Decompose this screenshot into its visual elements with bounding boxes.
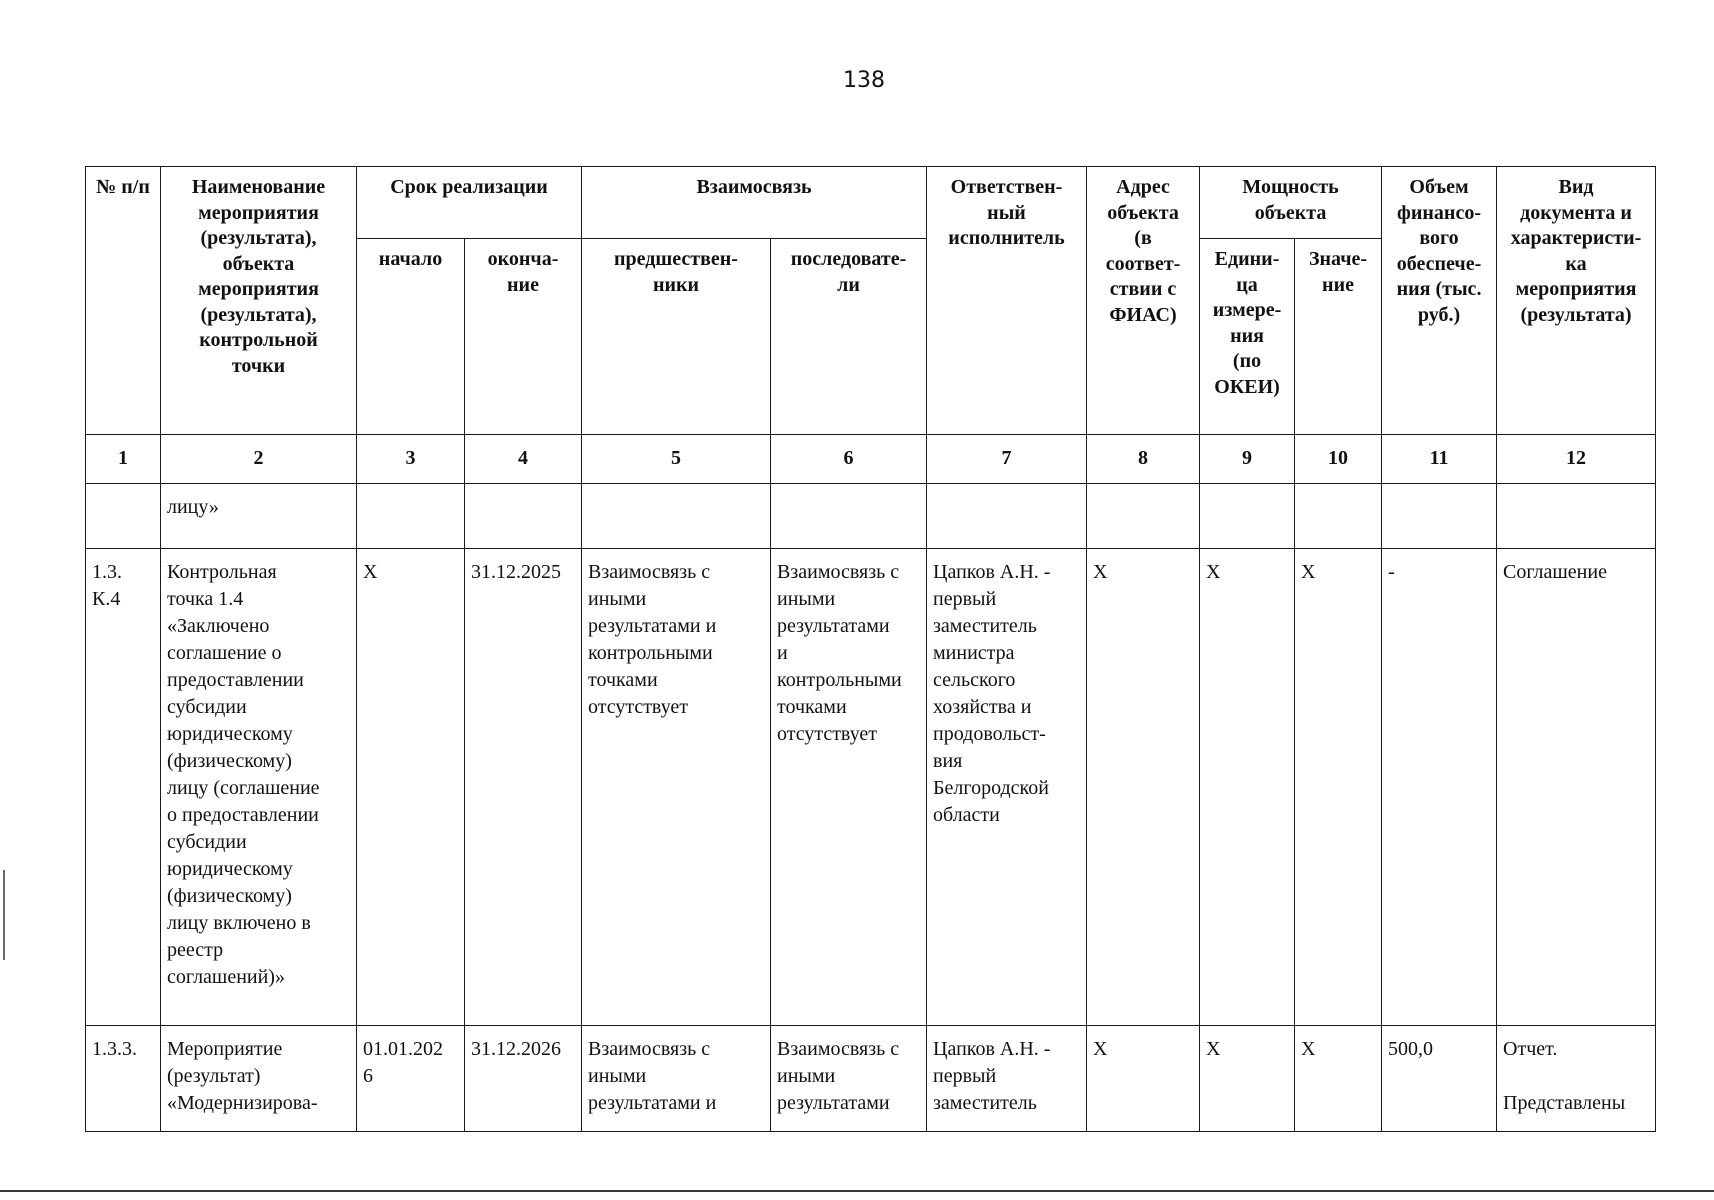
header-predecessors: предшествен- ники xyxy=(582,239,771,435)
cell-start: 01.01.202 6 xyxy=(357,1026,465,1132)
cell-end xyxy=(465,484,582,549)
column-number: 1 xyxy=(86,435,161,484)
cell-responsible: Цапков А.Н. - первый заместитель xyxy=(927,1026,1087,1132)
cell-number: 1.3.3. xyxy=(86,1026,161,1132)
cell-name: Контрольная точка 1.4 «Заключено соглашение о предоставлении субсидии юридическому (физическому) лицу (соглашение о предоставлении субсидии юридическому (физическому) лицу включено в реестр соглашений)» xyxy=(161,549,357,1026)
cell-responsible: Цапков А.Н. - первый заместитель министра сельского хозяйства и продовольст- вия Белгородской области xyxy=(927,549,1087,1026)
scan-margin-mark xyxy=(3,870,5,960)
header-document-type: Вид документа и характеристи- ка мероприятия (результата) xyxy=(1497,167,1656,435)
cell-document-type: Отчет. Представлены xyxy=(1497,1026,1656,1132)
cell-predecessors: Взаимосвязь с иными результатами и контрольными точками отсутствует xyxy=(582,549,771,1026)
cell-predecessors: Взаимосвязь с иными результатами и xyxy=(582,1026,771,1132)
column-number: 5 xyxy=(582,435,771,484)
cell-document-type: Соглашение xyxy=(1497,549,1656,1026)
header-end: оконча- ние xyxy=(465,239,582,435)
cell-start: Х xyxy=(357,549,465,1026)
column-number-row xyxy=(86,435,1656,484)
cell-number: 1.3. К.4 xyxy=(86,549,161,1026)
cell-start xyxy=(357,484,465,549)
cell-successors: Взаимосвязь с иными результатами xyxy=(771,1026,927,1132)
column-number: 2 xyxy=(161,435,357,484)
cell-address xyxy=(1087,484,1200,549)
column-number: 8 xyxy=(1087,435,1200,484)
header-address: Адрес объекта (в соответ- ствии с ФИАС) xyxy=(1087,167,1200,435)
header-funding: Объем финансо- вого обеспече- ния (тыс. руб.) xyxy=(1382,167,1497,435)
cell-value: Х xyxy=(1295,1026,1382,1132)
cell-funding: - xyxy=(1382,549,1497,1026)
cell-responsible xyxy=(927,484,1087,549)
header-capacity: Мощность объекта xyxy=(1200,167,1382,239)
table-row xyxy=(86,484,1656,549)
cell-document-type xyxy=(1497,484,1656,549)
cell-address: Х xyxy=(1087,549,1200,1026)
cell-end: 31.12.2026 xyxy=(465,1026,582,1132)
header-successors: последовате- ли xyxy=(771,239,927,435)
cell-name: лицу» xyxy=(161,484,357,549)
cell-number xyxy=(86,484,161,549)
cell-unit xyxy=(1200,484,1295,549)
cell-unit: Х xyxy=(1200,1026,1295,1132)
header-unit: Едини- ца измере- ния (по ОКЕИ) xyxy=(1200,239,1295,435)
table-row xyxy=(86,1026,1656,1132)
cell-address: Х xyxy=(1087,1026,1200,1132)
cell-predecessors xyxy=(582,484,771,549)
cell-funding xyxy=(1382,484,1497,549)
page-number: 138 xyxy=(843,68,885,93)
cell-name: Мероприятие (результат) «Модернизирова- xyxy=(161,1026,357,1132)
header-name: Наименование мероприятия (результата), объекта мероприятия (результата), контрольной точки xyxy=(161,167,357,435)
cell-successors: Взаимосвязь с иными результатами и контрольными точками отсутствует xyxy=(771,549,927,1026)
header-relationship: Взаимосвязь xyxy=(582,167,927,239)
column-number: 6 xyxy=(771,435,927,484)
header-value: Значе- ние xyxy=(1295,239,1382,435)
cell-successors xyxy=(771,484,927,549)
header-number: № п/п xyxy=(86,167,161,435)
column-number: 10 xyxy=(1295,435,1382,484)
cell-unit: Х xyxy=(1200,549,1295,1026)
column-number: 7 xyxy=(927,435,1087,484)
header-start: начало xyxy=(357,239,465,435)
column-number: 9 xyxy=(1200,435,1295,484)
cell-value xyxy=(1295,484,1382,549)
column-number: 4 xyxy=(465,435,582,484)
table-row xyxy=(86,549,1656,1026)
cell-funding: 500,0 xyxy=(1382,1026,1497,1132)
cell-end: 31.12.2025 xyxy=(465,549,582,1026)
cell-value: Х xyxy=(1295,549,1382,1026)
measures-table xyxy=(85,166,1656,1132)
header-responsible: Ответствен- ный исполнитель xyxy=(927,167,1087,435)
scan-bottom-edge xyxy=(0,1190,1714,1192)
header-period: Срок реализации xyxy=(357,167,582,239)
column-number: 12 xyxy=(1497,435,1656,484)
header-row-1 xyxy=(86,167,1656,239)
column-number: 11 xyxy=(1382,435,1497,484)
column-number: 3 xyxy=(357,435,465,484)
